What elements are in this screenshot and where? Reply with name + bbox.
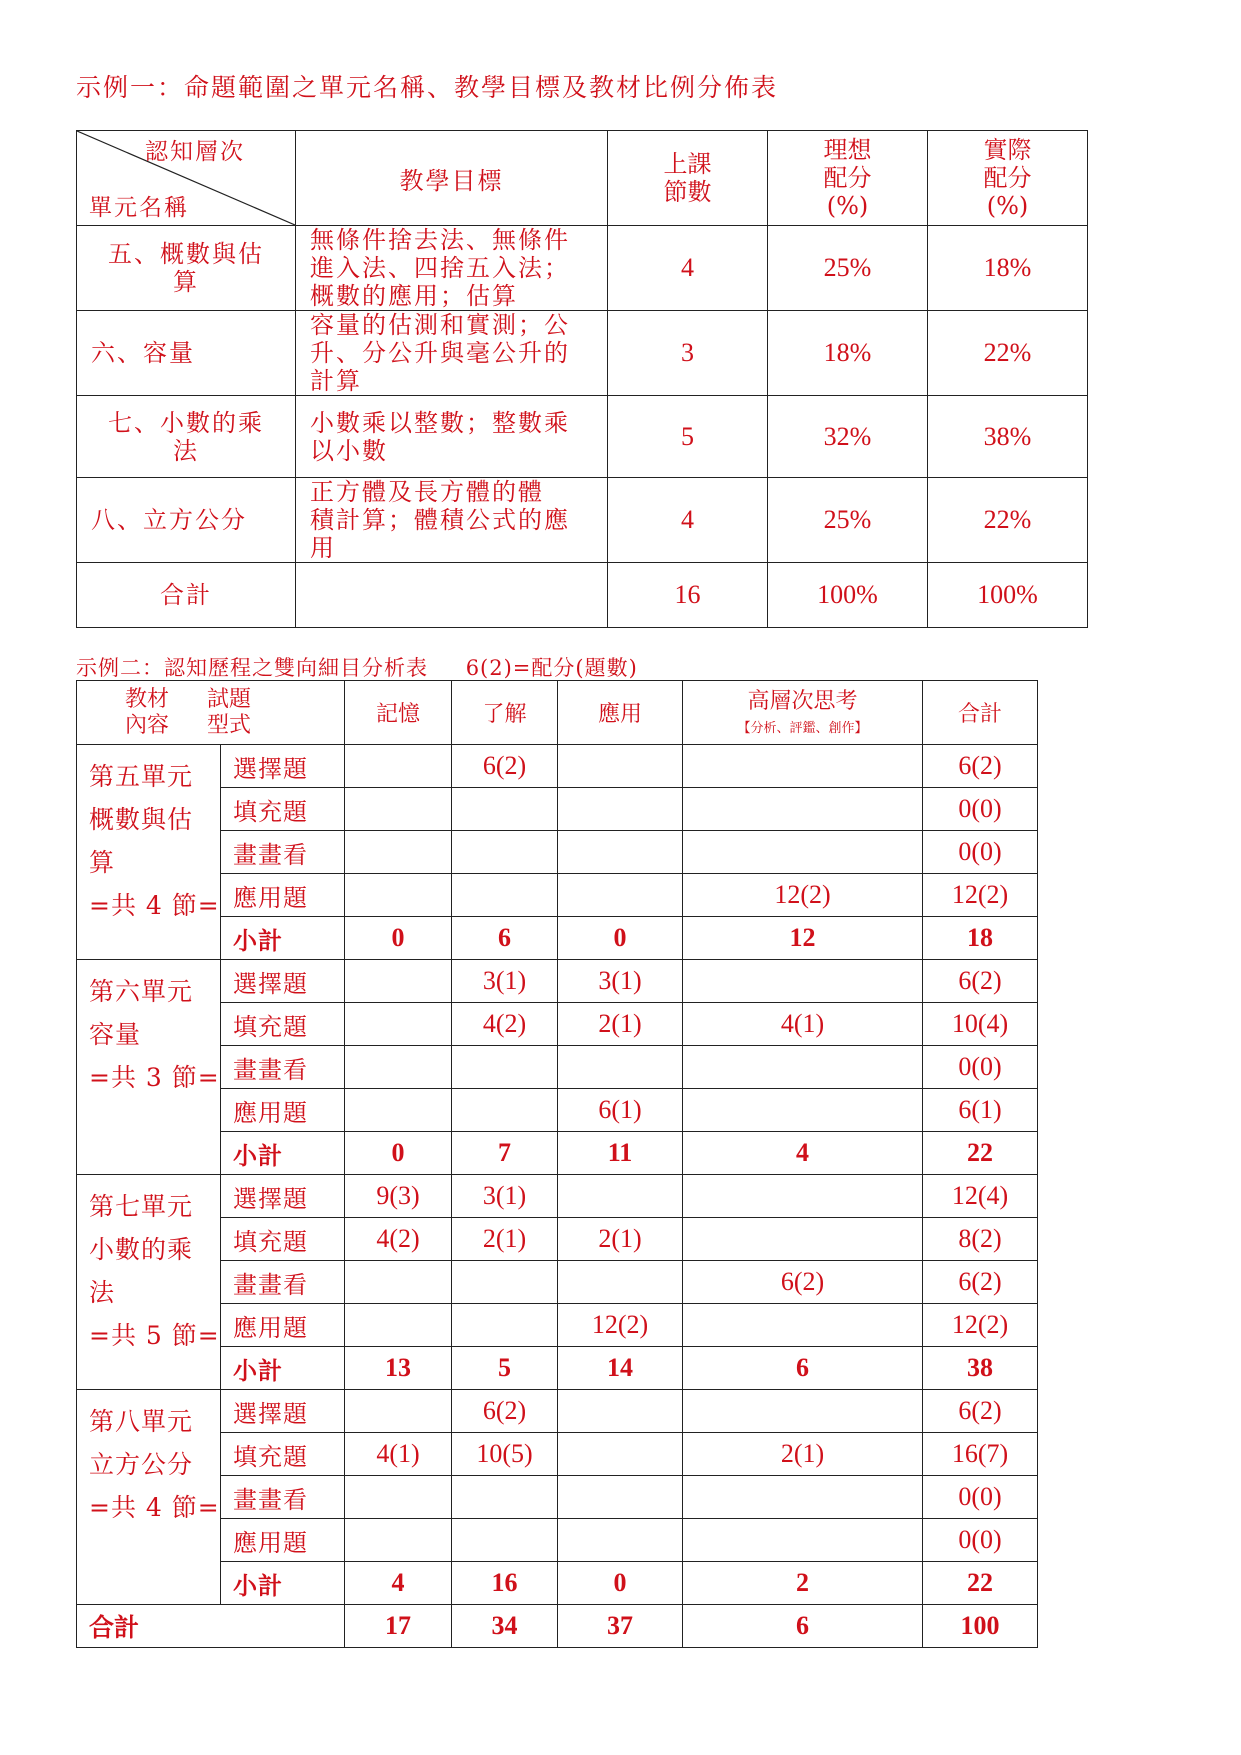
periods-cell: 4 <box>608 226 768 311</box>
apply-score-cell: 6(1) <box>558 1089 683 1132</box>
question-type-cell: 選擇題 <box>221 745 345 788</box>
total-score-cell: 12(2) <box>923 874 1038 917</box>
memory-score-cell <box>345 874 452 917</box>
apply-score-cell <box>558 874 683 917</box>
grand-total-row <box>77 1605 1038 1648</box>
subtotal-higher-cell: 12 <box>683 917 923 960</box>
subtotal-higher-cell: 6 <box>683 1347 923 1390</box>
table2-row <box>77 1218 1038 1261</box>
question-type-cell: 填充題 <box>221 1218 345 1261</box>
higher-score-cell <box>683 1390 923 1433</box>
apply-score-cell <box>558 1390 683 1433</box>
question-type-cell: 選擇題 <box>221 960 345 1003</box>
higher-score-cell: 12(2) <box>683 874 923 917</box>
total-score-cell: 0(0) <box>923 1519 1038 1562</box>
table2-row <box>77 1046 1038 1089</box>
table2-note: 6(2)=配分(題數) <box>465 656 638 680</box>
apply-score-cell <box>558 745 683 788</box>
periods-cell: 4 <box>608 478 768 563</box>
memory-score-cell <box>345 1003 452 1046</box>
subtotal-higher-cell: 2 <box>683 1562 923 1605</box>
ideal-score-cell: 25% <box>768 226 928 311</box>
actual-score-cell: 22% <box>928 478 1088 563</box>
higher-score-cell <box>683 1304 923 1347</box>
unit-name-label: 單元名稱 <box>89 195 189 221</box>
question-type-cell: 畫畫看 <box>221 1476 345 1519</box>
subtotal-memory-cell: 4 <box>345 1562 452 1605</box>
subtotal-label-cell: 小計 <box>221 1562 345 1605</box>
question-type-cell: 畫畫看 <box>221 831 345 874</box>
subtotal-apply-cell: 14 <box>558 1347 683 1390</box>
table1-title: 示例一：命題範圍之單元名稱、教學目標及教材比例分佈表 <box>76 73 779 102</box>
understand-score-cell <box>452 874 558 917</box>
understand-score-cell <box>452 1476 558 1519</box>
understand-score-cell <box>452 1089 558 1132</box>
subtotal-memory-cell: 0 <box>345 917 452 960</box>
memory-score-cell: 4(1) <box>345 1433 452 1476</box>
total-score-cell: 0(0) <box>923 788 1038 831</box>
table2-header-row <box>77 681 1038 745</box>
total-score-cell: 6(1) <box>923 1089 1038 1132</box>
memory-score-cell <box>345 1261 452 1304</box>
grand-total-label-cell: 合計 <box>77 1605 345 1648</box>
table2-row <box>77 1304 1038 1347</box>
subtotal-apply-cell: 0 <box>558 1562 683 1605</box>
objective-cell: 無條件捨去法、無條件 進入法、四捨五入法； 概數的應用；估算 <box>296 226 608 311</box>
total-score-cell: 10(4) <box>923 1003 1038 1046</box>
higher-order-note: 【分析、評鑑、創作】 <box>737 721 868 736</box>
table2-row <box>77 874 1038 917</box>
unit-name-cell: 七、小數的乘 法 <box>77 396 296 478</box>
apply-score-cell <box>558 1433 683 1476</box>
total-ideal-cell: 100% <box>768 563 928 628</box>
question-type-header: 試題 型式 <box>207 686 252 738</box>
memory-score-cell <box>345 788 452 831</box>
question-type-cell: 應用題 <box>221 1519 345 1562</box>
table1-total-row <box>77 563 1088 628</box>
apply-score-cell <box>558 1476 683 1519</box>
understand-score-cell: 10(5) <box>452 1433 558 1476</box>
total-objective-cell <box>296 563 608 628</box>
subtotal-label-cell: 小計 <box>221 1132 345 1175</box>
periods-cell: 3 <box>608 311 768 396</box>
total-label-cell: 合計 <box>77 563 296 628</box>
table2-row <box>77 1519 1038 1562</box>
memory-score-cell <box>345 1390 452 1433</box>
ideal-score-header: 理想 配分 (%) <box>768 131 928 226</box>
table2-row <box>77 1175 1038 1218</box>
objectives-header: 教學目標 <box>296 131 608 226</box>
question-type-cell: 填充題 <box>221 1433 345 1476</box>
table2-row <box>77 1089 1038 1132</box>
higher-score-cell <box>683 1046 923 1089</box>
memory-score-cell <box>345 1089 452 1132</box>
subtotal-understand-cell: 16 <box>452 1562 558 1605</box>
question-type-cell: 應用題 <box>221 1304 345 1347</box>
memory-score-cell: 4(2) <box>345 1218 452 1261</box>
table2-title: 示例二：認知歷程之雙向細目分析表 <box>76 656 428 680</box>
table2-row <box>77 1433 1038 1476</box>
total-score-cell: 12(4) <box>923 1175 1038 1218</box>
subtotal-row <box>77 1347 1038 1390</box>
total-periods-cell: 16 <box>608 563 768 628</box>
higher-score-cell <box>683 1519 923 1562</box>
objective-cell: 容量的估測和實測；公 升、分公升與毫公升的 計算 <box>296 311 608 396</box>
total-score-cell: 0(0) <box>923 831 1038 874</box>
subtotal-memory-cell: 0 <box>345 1132 452 1175</box>
memory-score-cell <box>345 1304 452 1347</box>
unit-name-cell: 六、容量 <box>77 311 296 396</box>
higher-score-cell <box>683 960 923 1003</box>
table2-row <box>77 1261 1038 1304</box>
subtotal-understand-cell: 7 <box>452 1132 558 1175</box>
memory-score-cell <box>345 960 452 1003</box>
higher-score-cell <box>683 1218 923 1261</box>
objective-cell: 小數乘以整數；整數乘 以小數 <box>296 396 608 478</box>
understand-score-cell: 3(1) <box>452 960 558 1003</box>
subtotal-row <box>77 1562 1038 1605</box>
memory-score-cell: 9(3) <box>345 1175 452 1218</box>
understand-score-cell: 6(2) <box>452 1390 558 1433</box>
higher-score-cell <box>683 1175 923 1218</box>
higher-score-cell: 2(1) <box>683 1433 923 1476</box>
total-score-cell: 6(2) <box>923 960 1038 1003</box>
higher-score-cell <box>683 1476 923 1519</box>
total-score-cell: 6(2) <box>923 745 1038 788</box>
grand-total-memory-cell: 17 <box>345 1605 452 1648</box>
question-type-cell: 填充題 <box>221 1003 345 1046</box>
cognitive-level-label: 認知層次 <box>145 139 245 165</box>
total-header: 合計 <box>923 681 1038 745</box>
apply-score-cell <box>558 1519 683 1562</box>
subtotal-total-cell: 22 <box>923 1562 1038 1605</box>
apply-score-cell <box>558 1261 683 1304</box>
total-score-cell: 16(7) <box>923 1433 1038 1476</box>
objective-cell: 正方體及長方體的體 積計算；體積公式的應 用 <box>296 478 608 563</box>
subtotal-total-cell: 38 <box>923 1347 1038 1390</box>
grand-total-understand-cell: 34 <box>452 1605 558 1648</box>
apply-score-cell <box>558 831 683 874</box>
understand-score-cell: 4(2) <box>452 1003 558 1046</box>
subtotal-apply-cell: 11 <box>558 1132 683 1175</box>
table2-row <box>77 745 1038 788</box>
apply-score-cell: 12(2) <box>558 1304 683 1347</box>
content-header: 教材 內容 <box>124 686 169 738</box>
table2-row <box>77 788 1038 831</box>
table2-row <box>77 1003 1038 1046</box>
table1-row <box>77 478 1088 563</box>
diagonal-header-cell <box>77 131 296 226</box>
table1-header-row <box>77 131 1088 226</box>
higher-score-cell: 6(2) <box>683 1261 923 1304</box>
table2-row <box>77 960 1038 1003</box>
total-score-cell: 8(2) <box>923 1218 1038 1261</box>
question-type-cell: 選擇題 <box>221 1390 345 1433</box>
understand-score-cell: 2(1) <box>452 1218 558 1261</box>
understand-header: 了解 <box>452 681 558 745</box>
unit-name-cell: 五、概數與估 算 <box>77 226 296 311</box>
total-score-cell: 0(0) <box>923 1476 1038 1519</box>
unit-info-cell: 第七單元 小數的乘 法 =共 5 節= <box>77 1175 221 1390</box>
question-type-cell: 填充題 <box>221 788 345 831</box>
total-score-cell: 6(2) <box>923 1261 1038 1304</box>
apply-header: 應用 <box>558 681 683 745</box>
understand-score-cell <box>452 831 558 874</box>
higher-score-cell <box>683 1089 923 1132</box>
total-actual-cell: 100% <box>928 563 1088 628</box>
apply-score-cell <box>558 1175 683 1218</box>
unit-info-cell: 第五單元 概數與估 算 =共 4 節= <box>77 745 221 960</box>
higher-order-header <box>683 681 923 745</box>
higher-order-label: 高層次思考 <box>747 689 858 714</box>
content-type-header <box>77 681 345 745</box>
two-way-specification-table <box>76 680 1038 1648</box>
subtotal-total-cell: 18 <box>923 917 1038 960</box>
table2-row <box>77 1390 1038 1433</box>
grand-total-total-cell: 100 <box>923 1605 1038 1648</box>
table1-row <box>77 226 1088 311</box>
subtotal-total-cell: 22 <box>923 1132 1038 1175</box>
ideal-score-cell: 18% <box>768 311 928 396</box>
periods-header: 上課 節數 <box>608 131 768 226</box>
apply-score-cell: 3(1) <box>558 960 683 1003</box>
understand-score-cell <box>452 1304 558 1347</box>
understand-score-cell <box>452 1519 558 1562</box>
table2-row <box>77 1476 1038 1519</box>
subtotal-memory-cell: 13 <box>345 1347 452 1390</box>
subtotal-row <box>77 1132 1038 1175</box>
subtotal-apply-cell: 0 <box>558 917 683 960</box>
subtotal-row <box>77 917 1038 960</box>
subtotal-higher-cell: 4 <box>683 1132 923 1175</box>
actual-score-cell: 38% <box>928 396 1088 478</box>
actual-score-cell: 18% <box>928 226 1088 311</box>
actual-score-cell: 22% <box>928 311 1088 396</box>
actual-score-header: 實際 配分 (%) <box>928 131 1088 226</box>
memory-header: 記憶 <box>345 681 452 745</box>
subtotal-understand-cell: 5 <box>452 1347 558 1390</box>
understand-score-cell <box>452 1261 558 1304</box>
apply-score-cell <box>558 1046 683 1089</box>
higher-score-cell <box>683 788 923 831</box>
grand-total-apply-cell: 37 <box>558 1605 683 1648</box>
question-type-cell: 應用題 <box>221 1089 345 1132</box>
unit-info-cell: 第六單元 容量 =共 3 節= <box>77 960 221 1175</box>
subtotal-label-cell: 小計 <box>221 1347 345 1390</box>
higher-score-cell <box>683 831 923 874</box>
ideal-score-cell: 32% <box>768 396 928 478</box>
table1-row <box>77 396 1088 478</box>
total-score-cell: 0(0) <box>923 1046 1038 1089</box>
memory-score-cell <box>345 1046 452 1089</box>
higher-score-cell <box>683 745 923 788</box>
understand-score-cell: 3(1) <box>452 1175 558 1218</box>
question-type-cell: 畫畫看 <box>221 1046 345 1089</box>
apply-score-cell: 2(1) <box>558 1003 683 1046</box>
unit-name-cell: 八、立方公分 <box>77 478 296 563</box>
subtotal-understand-cell: 6 <box>452 917 558 960</box>
table2-title-line <box>76 652 638 682</box>
apply-score-cell <box>558 788 683 831</box>
understand-score-cell <box>452 788 558 831</box>
total-score-cell: 6(2) <box>923 1390 1038 1433</box>
question-type-cell: 應用題 <box>221 874 345 917</box>
understand-score-cell <box>452 1046 558 1089</box>
memory-score-cell <box>345 831 452 874</box>
higher-score-cell: 4(1) <box>683 1003 923 1046</box>
memory-score-cell <box>345 745 452 788</box>
total-score-cell: 12(2) <box>923 1304 1038 1347</box>
memory-score-cell <box>345 1519 452 1562</box>
apply-score-cell: 2(1) <box>558 1218 683 1261</box>
question-type-cell: 畫畫看 <box>221 1261 345 1304</box>
table1-row <box>77 311 1088 396</box>
understand-score-cell: 6(2) <box>452 745 558 788</box>
subtotal-label-cell: 小計 <box>221 917 345 960</box>
question-type-cell: 選擇題 <box>221 1175 345 1218</box>
table2-row <box>77 831 1038 874</box>
unit-info-cell: 第八單元 立方公分 =共 4 節= <box>77 1390 221 1605</box>
memory-score-cell <box>345 1476 452 1519</box>
ideal-score-cell: 25% <box>768 478 928 563</box>
grand-total-higher-cell: 6 <box>683 1605 923 1648</box>
periods-cell: 5 <box>608 396 768 478</box>
unit-distribution-table <box>76 130 1088 628</box>
